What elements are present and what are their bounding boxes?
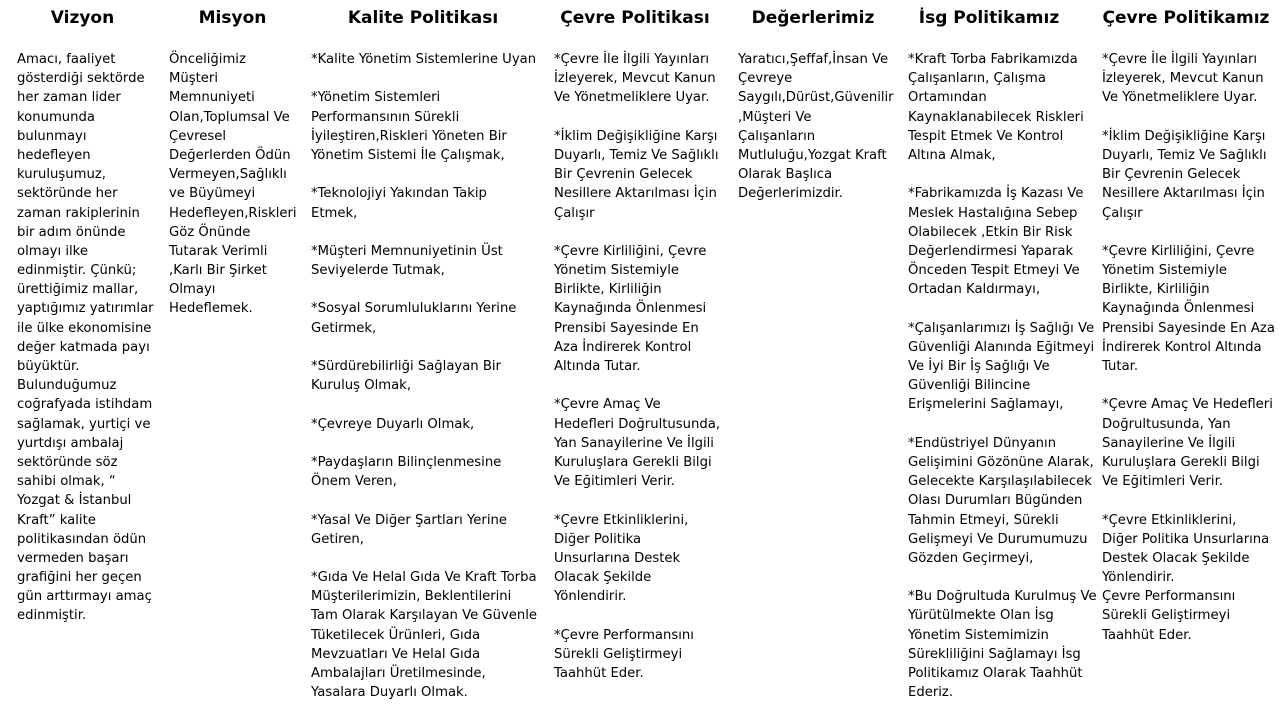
text-line: *Çevre Amaç Ve Hedefleri (1102, 397, 1273, 413)
text-line: sahibi olmak, “ (17, 474, 116, 490)
paragraph-gap (908, 568, 1098, 587)
text-line: Bulunduğumuz (17, 378, 117, 394)
text-line: Duyarlı, Temiz Ve Sağlıklı (554, 147, 719, 163)
text-line: yaptığımız yatırımlar (17, 301, 154, 317)
text-line: Nesillere Aktarılması İçin (554, 186, 717, 202)
paragraph-gap (311, 223, 545, 242)
text-line: *Sosyal Sorumluluklarını Yerine (311, 301, 517, 317)
paragraph-gap (311, 549, 545, 568)
text-line: Değerlendirmesi Yaparak (908, 243, 1074, 259)
text-line: Gelişmeyi Ve Durumumuzu (908, 531, 1088, 547)
text-line: sağlamak, yurtiçi ve (17, 416, 151, 432)
text-line: *Müşteri Memnuniyetinin Üst (311, 243, 503, 259)
text-line: ,Karlı Bir Şirket (169, 263, 267, 279)
text-line: büyüktür. (17, 359, 80, 374)
text-line: Amacı, faaliyet (17, 52, 116, 67)
text-line: Olabilecek ,Etkin Bir Risk (908, 224, 1073, 240)
column-title: Değerlerimiz (751, 8, 875, 28)
column-title: Vizyon (50, 8, 115, 28)
text-line: *Sürdürebilirliği Sağlayan Bir (311, 359, 501, 374)
text-line: Yaratıcı,Şeffaf,İnsan Ve (738, 52, 889, 67)
text-line: Olası Durumları Bügünden (908, 493, 1083, 509)
text-line: ürettiğimiz mallar, (17, 282, 139, 298)
text-line: Çevre Performansını (1102, 589, 1236, 605)
text-line: Yönetim Sistemiyle (554, 263, 679, 279)
paragraph-gap (1102, 108, 1275, 127)
text-line: Birlikte, Kirliliğin (554, 282, 662, 298)
text-line: Saygılı,Dürüst,Güvenilir (738, 90, 894, 106)
paragraph-gap (311, 395, 545, 414)
text-line: Altına Almak, (908, 147, 996, 163)
text-line: Çalışır (554, 205, 595, 221)
text-line: Tutarak Verimli (169, 243, 268, 259)
paragraph-gap (311, 165, 545, 184)
column-title: Kalite Politikası (347, 8, 499, 28)
text-line: Müşteri (169, 71, 218, 87)
text-line: Yönlendirir. (1102, 570, 1175, 586)
text-line: Ederiz. (908, 685, 954, 701)
column-body (738, 50, 898, 204)
text-line: Ve Yönetmeliklere Uyar. (554, 90, 710, 106)
text-line: bir adım önünde (17, 224, 126, 240)
paragraph-gap (311, 491, 545, 510)
text-line: Vermeyen,Sağlıklı (169, 167, 287, 183)
text-line: Önceden Tespit Etmeyi Ve (908, 263, 1080, 279)
paragraph-gap (908, 415, 1098, 434)
text-line: Destek Olacak Şekilde (1102, 550, 1250, 566)
text-line: Yönetim Sistemimizin (908, 627, 1049, 643)
text-line: Olacak Şekilde (554, 570, 652, 586)
text-line: Sürekli Geliştirmeyi (554, 646, 683, 662)
text-line: Erişmelerini Sağlamayı, (908, 397, 1064, 413)
text-line: İzleyerek, Mevcut Kanun (1102, 71, 1264, 87)
paragraph-gap (554, 223, 725, 242)
text-line: Unsurlarına Destek (554, 550, 681, 566)
column-title: Çevre Politikası (560, 8, 710, 28)
paragraph-gap (908, 165, 1098, 184)
text-line: gün arttırmayı amaç (17, 589, 152, 605)
text-line: Çalışanların (738, 128, 816, 144)
text-line: İndirerek Kontrol Altında (1102, 339, 1262, 355)
text-line: Sürekli Geliştirmeyi (1102, 608, 1231, 624)
text-line: Ve Eğitimleri Verir. (1102, 474, 1224, 490)
text-line: Ortamından (908, 90, 987, 106)
text-line: Değerlerden Ödün (169, 147, 291, 163)
text-line: Diğer Politika (554, 531, 642, 547)
text-line: Güvenliği Alanında Eğitmeyi (908, 339, 1095, 355)
text-line: Yönlendirir. (554, 589, 627, 605)
text-line: *Çevre Etkinliklerini, (554, 512, 689, 528)
text-line: Yozgat & İstanbul (17, 493, 132, 509)
text-line: Getirmek, (311, 320, 377, 336)
text-line: Hedeflemek. (169, 301, 253, 317)
text-line: Çevreye (738, 71, 793, 87)
text-line: Çalışır (1102, 205, 1143, 221)
text-line: gösterdiği sektörde (17, 71, 145, 87)
text-line: zaman rakiplerinin (17, 205, 140, 221)
paragraph-gap (1102, 223, 1275, 242)
text-line: Altında Tutar. (554, 359, 641, 374)
text-line: grafiğini her geçen (17, 570, 142, 586)
paragraph-gap (311, 338, 545, 357)
text-line: sektöründe söz (17, 454, 118, 470)
paragraph-gap (554, 491, 725, 510)
text-line: *Kraft Torba Fabrikamızda (908, 52, 1078, 67)
text-line: ,Müşteri Ve (738, 109, 812, 125)
text-line: *Endüstriyel Dünyanın (908, 435, 1057, 451)
text-line: Tam Olarak Karşılayan Ve Güvenle (311, 608, 538, 624)
text-line: Birlikte, Kirliliğin (1102, 282, 1210, 298)
text-line: bulunmayı (17, 128, 87, 144)
text-line: *Paydaşların Bilinçlenmesine (311, 454, 502, 470)
text-line: Kraft” kalite (17, 512, 96, 528)
paragraph-gap (908, 299, 1098, 318)
text-line: *Çevreye Duyarlı Olmak, (311, 416, 475, 432)
text-line: Duyarlı, Temiz Ve Sağlıklı (1102, 147, 1267, 163)
text-line: *Fabrikamızda İş Kazası Ve (908, 186, 1084, 202)
text-line: Prensibi Sayesinde En (554, 320, 699, 336)
column-body (554, 50, 725, 683)
text-line: Yürütülmekte Olan İsg (908, 608, 1054, 624)
text-line: Getiren, (311, 531, 364, 547)
text-line: *Yönetim Sistemleri (311, 90, 441, 106)
column-body (311, 50, 545, 702)
text-line: *Kalite Yönetim Sistemlerine Uyan (311, 52, 537, 67)
text-line: Politikamız Olarak Taahhüt (908, 666, 1083, 681)
text-line: Tutar. (1102, 359, 1139, 374)
text-line: Göz Önünde (169, 224, 251, 240)
text-line: Önem Veren, (311, 474, 397, 490)
text-line: Çalışanların, Çalışma (908, 71, 1046, 87)
text-line: Yasalara Duyarlı Olmak. (311, 685, 468, 701)
text-line: hedefleyen (17, 147, 91, 163)
text-line: *Çevre Amaç Ve (554, 397, 661, 413)
text-line: Performansının Sürekli (311, 109, 460, 125)
text-line: Ve Eğitimleri Verir. (554, 474, 676, 490)
text-line: her zaman lider (17, 90, 121, 106)
text-line: Kaynağında Önlenmesi (1102, 301, 1255, 317)
paragraph-gap (1102, 491, 1275, 510)
text-line: Taahhüt Eder. (554, 666, 644, 681)
text-line: Tespit Etmek Ve Kontrol (908, 128, 1064, 144)
text-line: Hedefleri Doğrultusunda, (554, 416, 721, 432)
text-line: ve Büyümeyi (169, 186, 256, 202)
text-line: Çevresel (169, 128, 227, 144)
paragraph-gap (311, 69, 545, 88)
text-line: Diğer Politika Unsurlarına (1102, 531, 1270, 547)
text-line: Bir Çevrenin Gelecek (554, 167, 693, 183)
column-body (1102, 50, 1275, 645)
text-line: *Çevre Kirliliğini, Çevre (554, 243, 707, 259)
text-line: Seviyelerde Tutmak, (311, 263, 445, 279)
paragraph-gap (554, 376, 725, 395)
text-line: sektöründe her (17, 186, 118, 202)
column-title: Misyon (198, 8, 267, 28)
text-line: Tüketilecek Ürünleri, Gıda (311, 627, 481, 643)
text-line: Bir Çevrenin Gelecek (1102, 167, 1241, 183)
text-line: Ve Yönetmeliklere Uyar. (1102, 90, 1258, 106)
text-line: Sanayilerine Ve İlgili (1102, 435, 1236, 451)
text-line: *Çevre İle İlgili Yayınları (1102, 52, 1258, 67)
text-line: *İklim Değişikliğine Karşı (1102, 128, 1266, 144)
text-line: Aza İndirerek Kontrol (554, 339, 692, 355)
text-line: Müşterilerimizin, Beklentilerini (311, 589, 512, 605)
text-line: Yönetim Sistemi İle Çalışmak, (311, 147, 505, 163)
text-line: İzleyerek, Mevcut Kanun (554, 71, 716, 87)
text-line: *Yasal Ve Diğer Şartları Yerine (311, 512, 507, 528)
paragraph-gap (311, 280, 545, 299)
text-line: yurtdışı ambalaj (17, 435, 124, 451)
text-line: Kaynaklanabilecek Riskleri (908, 109, 1084, 125)
text-line: konumunda (17, 109, 95, 125)
text-line: Yönetim Sistemiyle (1102, 263, 1227, 279)
text-line: Doğrultusunda, Yan (1102, 416, 1231, 432)
text-line: Olmayı (169, 282, 216, 298)
text-line: politikasından ödün (17, 531, 147, 547)
text-line: Kuruluşlara Gerekli Bilgi (554, 454, 712, 470)
text-line: Önceliğimiz (169, 52, 246, 67)
text-line: Hedefleyen,Riskleri (169, 205, 297, 221)
paragraph-gap (554, 108, 725, 127)
text-line: Kuruluş Olmak, (311, 378, 412, 394)
text-line: Olan,Toplumsal Ve (169, 109, 290, 125)
column-body (908, 50, 1098, 702)
text-line: Etmek, (311, 205, 358, 221)
text-line: Güvenliği Bilincine (908, 378, 1031, 394)
column-body (169, 50, 300, 319)
text-line: Mevzuatları Ve Helal Gıda (311, 646, 481, 662)
text-line: edinmiştir. (17, 608, 87, 624)
column-body (17, 50, 154, 626)
text-line: *Çevre Kirliliğini, Çevre (1102, 243, 1255, 259)
text-line: Yan Sanayilerine Ve İlgili (554, 435, 714, 451)
text-line: Meslek Hastalığına Sebep (908, 205, 1078, 221)
text-line: Ortadan Kaldırmayı, (908, 282, 1041, 298)
text-line: Taahhüt Eder. (1102, 627, 1192, 643)
text-line: Olarak Başlıca (738, 167, 833, 183)
text-line: *Çalışanlarımızı İş Sağlığı Ve (908, 320, 1095, 336)
text-line: Kaynağında Önlenmesi (554, 301, 707, 317)
text-line: Gelecekte Karşılaşılabilecek (908, 474, 1092, 490)
text-line: İyileştiren,Riskleri Yöneten Bir (311, 128, 507, 144)
paragraph-gap (311, 434, 545, 453)
text-line: Ambalajları Üretilmesinde, (311, 666, 486, 681)
text-line: Mutluluğu,Yozgat Kraft (738, 147, 887, 163)
text-line: *Teknolojiyi Yakından Takip (311, 186, 487, 202)
text-line: Kuruluşlara Gerekli Bilgi (1102, 454, 1260, 470)
text-line: Gelişimini Gözönüne Alarak, (908, 454, 1094, 470)
text-line: Değerlerimizdir. (738, 186, 843, 202)
text-line: Ve İyi Bir İş Sağlığı Ve (908, 359, 1050, 374)
text-line: *Çevre Etkinliklerini, (1102, 512, 1237, 528)
text-line: *Bu Doğrultuda Kurulmuş Ve (908, 589, 1097, 605)
text-line: *Gıda Ve Helal Gıda Ve Kraft Torba (311, 570, 537, 586)
text-line: Tahmin Etmeyi, Sürekli (908, 512, 1059, 528)
column-title: Çevre Politikamız (1102, 8, 1270, 28)
text-line: olmayı ilke (17, 243, 88, 259)
paragraph-gap (554, 606, 725, 625)
text-line: *İklim Değişikliğine Karşı (554, 128, 718, 144)
text-line: *Çevre İle İlgili Yayınları (554, 52, 710, 67)
text-line: Sürekliliğini Sağlamayı İsg (908, 646, 1081, 662)
text-line: değer katmada payı (17, 339, 150, 355)
text-line: ile ülke ekonomisine (17, 320, 152, 336)
text-line: edinmiştir. Çünkü; (17, 263, 137, 279)
text-line: kuruluşumuz, (17, 167, 106, 183)
paragraph-gap (1102, 376, 1275, 395)
text-line: vermeden başarı (17, 550, 129, 566)
text-line: Prensibi Sayesinde En Aza (1102, 320, 1275, 336)
column-title: İsg Politikamız (918, 8, 1060, 28)
text-line: *Çevre Performansını (554, 627, 694, 643)
text-line: Memnuniyeti (169, 90, 255, 106)
text-line: Nesillere Aktarılması İçin (1102, 186, 1265, 202)
text-line: coğrafyada istihdam (17, 397, 153, 413)
text-line: Gözden Geçirmeyi, (908, 550, 1034, 566)
